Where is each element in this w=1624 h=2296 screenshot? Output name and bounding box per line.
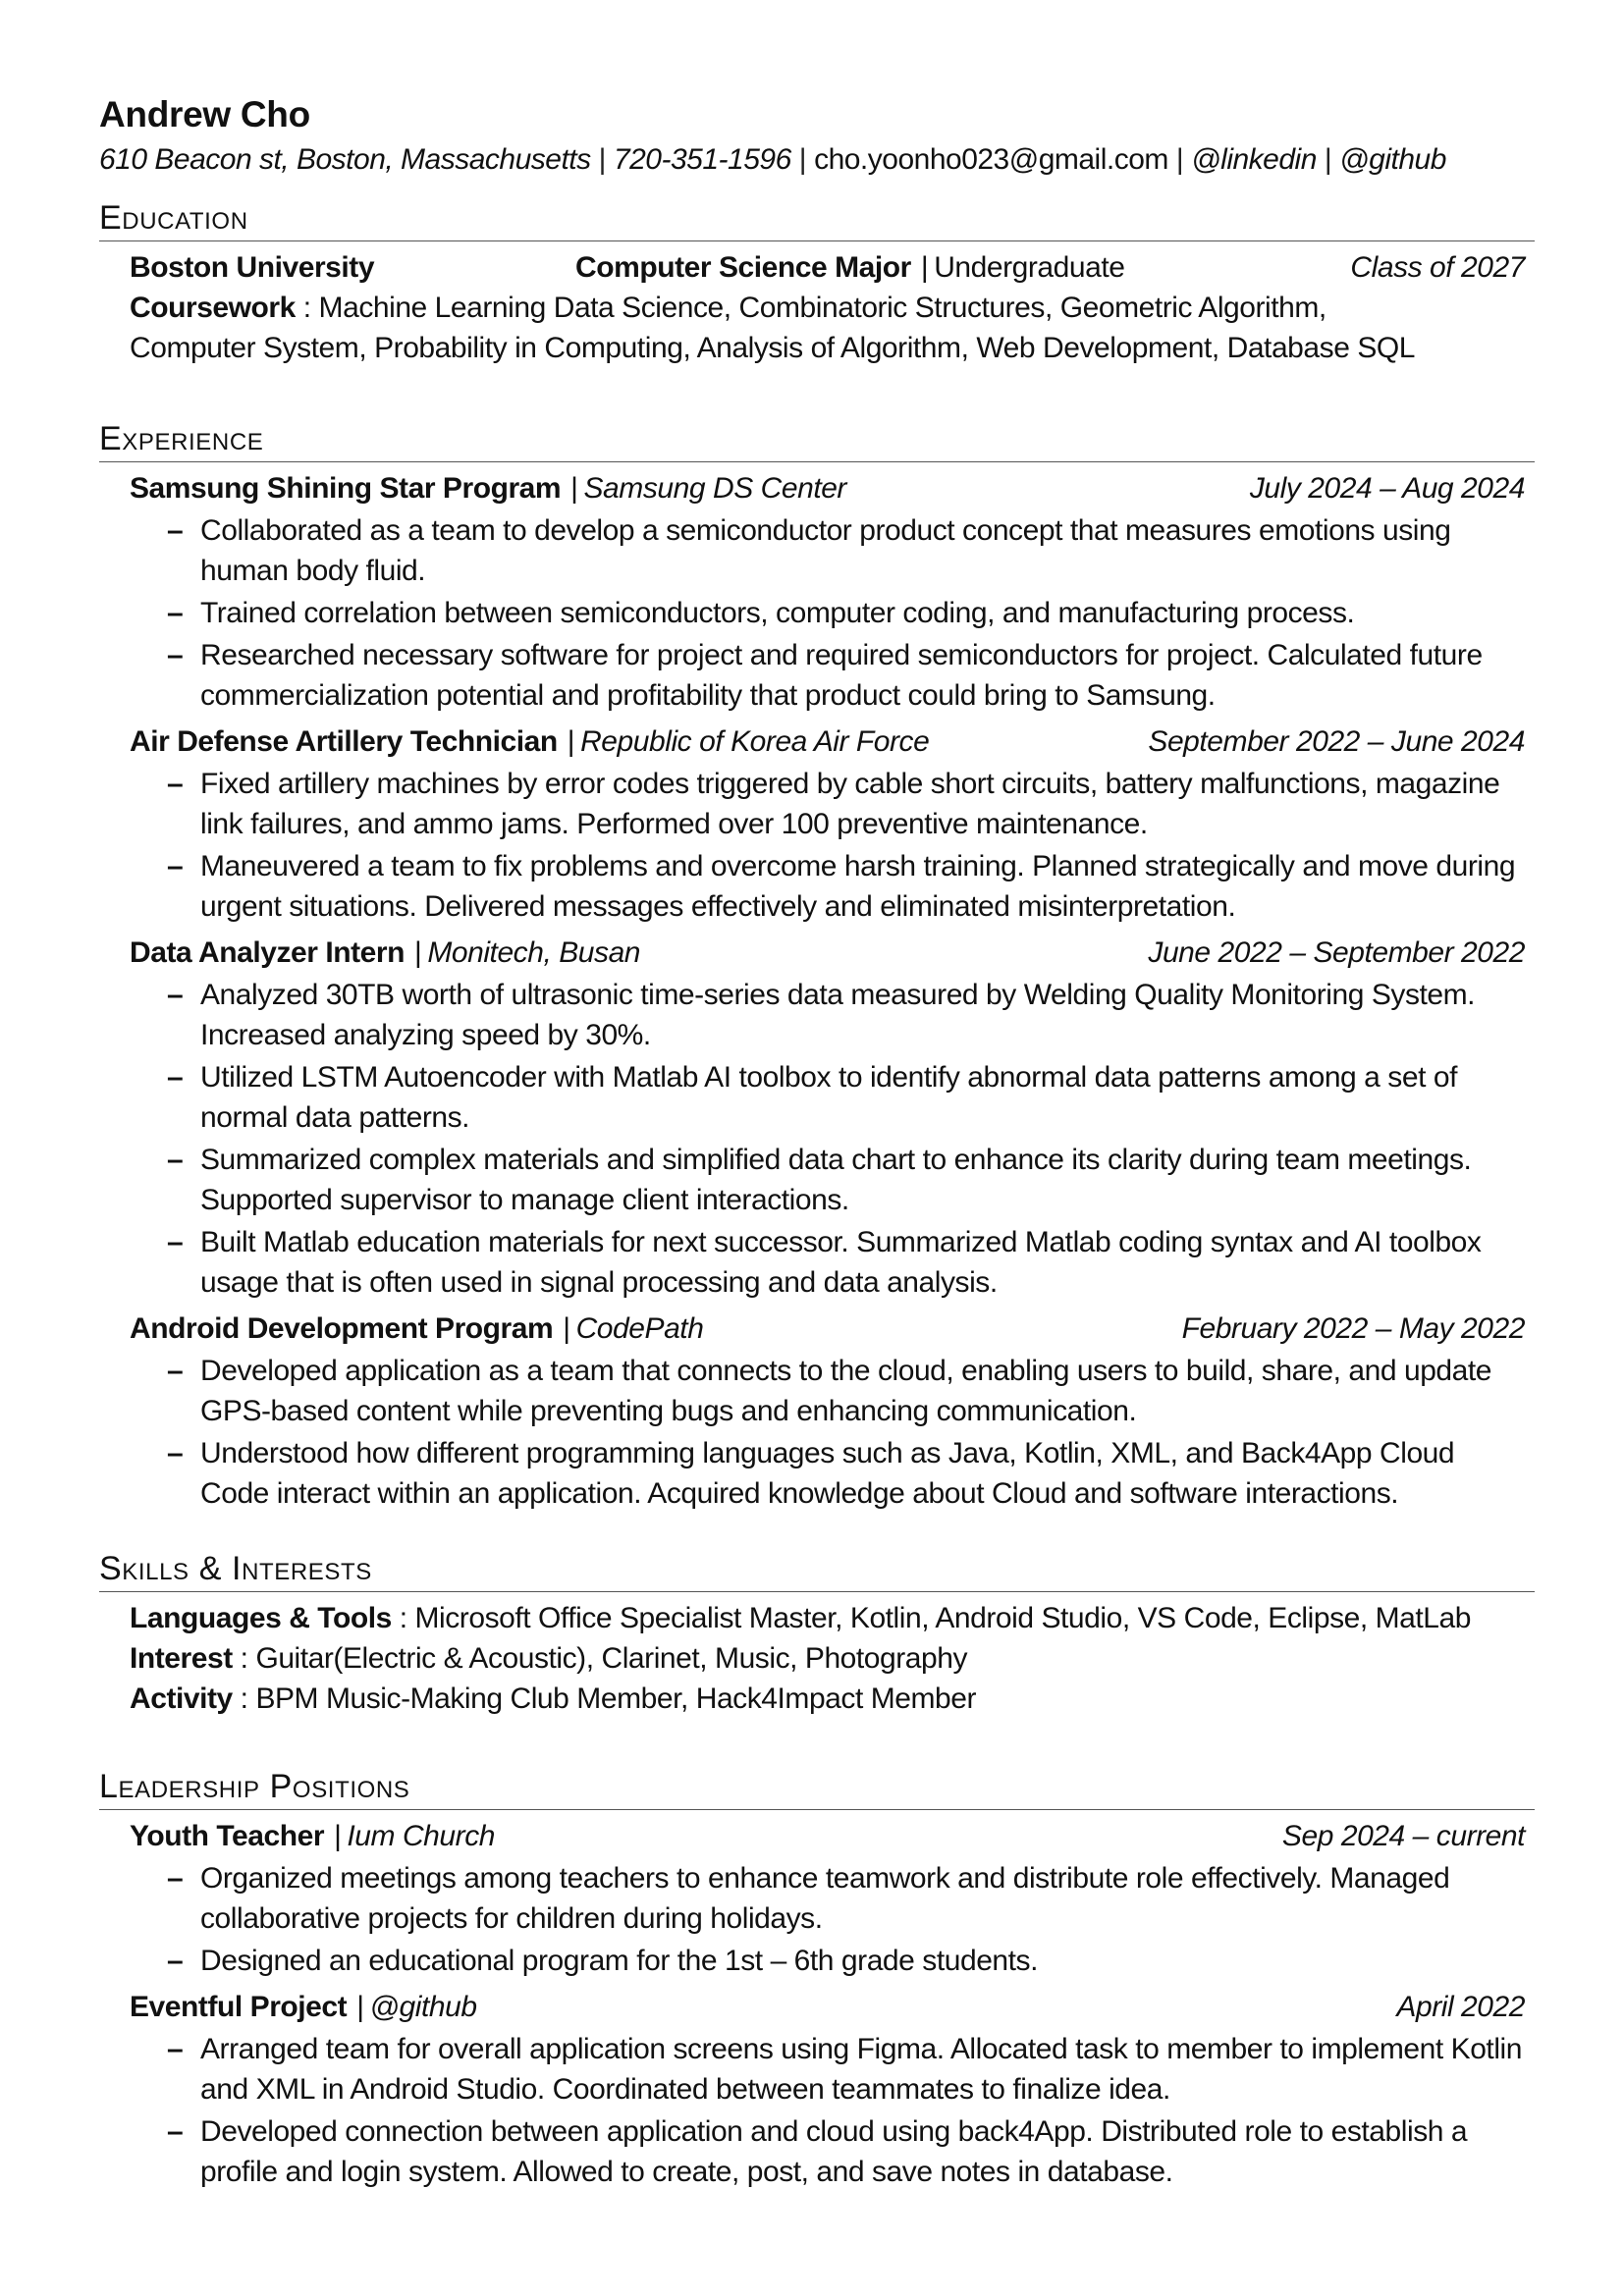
job-role: Android Development Program: [130, 1312, 554, 1345]
address: 610 Beacon st, Boston, Massachusetts: [99, 143, 591, 176]
bullet-item: – Fixed artillery machines by error codes triggered by cable short circuits, battery malfunctions, magazine link failures, and ammo jams. Performed over 100 preventive maintenance.: [167, 768, 1500, 840]
leadership-bullets: [130, 2029, 1525, 2192]
skills-label: Interest: [130, 1642, 233, 1675]
education-section: [99, 197, 1535, 368]
linkedin-link[interactable]: @linkedin: [1191, 143, 1317, 176]
leadership-dates: April 2022: [1396, 1991, 1525, 2023]
coursework-label: Coursework: [130, 292, 296, 324]
education-entry: [130, 247, 1525, 288]
job-role: Air Defense Artillery Technician: [130, 725, 558, 758]
section-title: Leadership Positions: [99, 1766, 1535, 1810]
school-name: Boston University: [130, 251, 375, 284]
separator: |: [1175, 143, 1184, 176]
separator: |: [334, 1820, 342, 1852]
major: Computer Science Major: [575, 251, 911, 284]
job-role: Samsung Shining Star Program: [130, 472, 562, 505]
bullet-item: – Researched necessary software for project and required semiconductors for project. Calculated future commercialization potential and profitability that product could bring to Samsung.: [167, 639, 1483, 712]
job-dates: June 2022 – September 2022: [1148, 936, 1525, 969]
leadership-role: Youth Teacher: [130, 1820, 325, 1852]
leadership-heading: [130, 1987, 1525, 2027]
job-heading: [130, 468, 1525, 508]
job-bullets: [130, 975, 1525, 1303]
skills-value: BPM Music-Making Club Member, Hack4Impact Member: [255, 1682, 977, 1715]
phone: 720-351-1596: [613, 143, 791, 176]
job-org: Monitech, Busan: [427, 936, 641, 969]
coursework-line-2: Computer System, Probability in Computing, Analysis of Algorithm, Web Development, Database SQL: [130, 332, 1415, 364]
job-dates: July 2024 – Aug 2024: [1249, 472, 1525, 505]
bullet-item: – Built Matlab education materials for next successor. Summarized Matlab coding syntax and AI toolbox usage that is often used in signal processing and data analysis.: [167, 1226, 1482, 1299]
job-dates: September 2022 – June 2024: [1148, 725, 1525, 758]
bullet-item: – Summarized complex materials and simplified data chart to enhance its clarity during team meetings. Supported supervisor to manage client interactions.: [167, 1144, 1472, 1216]
skills-section: [99, 1548, 1535, 1719]
github-link[interactable]: @github: [369, 1991, 477, 2023]
coursework-list: Machine Learning Data Science, Combinatoric Structures, Geometric Algorithm,: [318, 292, 1326, 324]
bullet-item: – Collaborated as a team to develop a semiconductor product concept that measures emotions using human body fluid.: [167, 514, 1451, 587]
separator: |: [563, 1312, 570, 1345]
skills-value: Guitar(Electric & Acoustic), Clarinet, Music, Photography: [255, 1642, 968, 1675]
job-bullets: [130, 510, 1525, 716]
separator: |: [1324, 143, 1332, 176]
section-title: Experience: [99, 418, 1535, 462]
email-link[interactable]: cho.yoonho023@gmail.com: [814, 143, 1168, 176]
leadership-section: [99, 1766, 1535, 2198]
graduation-date: Class of 2027: [1350, 251, 1525, 284]
section-title: Skills & Interests: [99, 1548, 1535, 1592]
separator: |: [798, 143, 807, 176]
skills-activity: Activity : BPM Music-Making Club Member, Hack4Impact Member: [130, 1682, 977, 1715]
skills-languages: Languages & Tools : Microsoft Office Specialist Master, Kotlin, Android Studio, VS Code, Eclipse, MatLab: [130, 1602, 1471, 1634]
degree-level: Undergraduate: [934, 251, 1125, 284]
section-title: Education: [99, 197, 1535, 241]
skills-label: Activity: [130, 1682, 233, 1715]
resume-header: [99, 90, 1533, 181]
separator: |: [598, 143, 606, 176]
bullet-item: – Analyzed 30TB worth of ultrasonic time-series data measured by Welding Quality Monitoring System. Increased analyzing speed by 30%.: [167, 979, 1476, 1051]
job-role: Data Analyzer Intern: [130, 936, 405, 969]
job-dates: February 2022 – May 2022: [1181, 1312, 1525, 1345]
separator: |: [356, 1991, 364, 2023]
bullet-item: – Arranged team for overall application screens using Figma. Allocated task to member to implement Kotlin and XML in Android Studio. Coordinated between teammates to finalize idea.: [167, 2033, 1522, 2106]
experience-section: [99, 418, 1535, 1520]
bullet-item: – Understood how different programming languages such as Java, Kotlin, XML, and Back4App Cloud Code interact within an application. Acquired knowledge about Cloud and software interactions.: [167, 1437, 1455, 1510]
coursework-line: Coursework : Machine Learning Data Science, Combinatoric Structures, Geometric Algorithm,: [130, 292, 1326, 324]
separator: |: [413, 936, 422, 969]
job-org: Samsung DS Center: [583, 472, 846, 505]
leadership-role: Eventful Project: [130, 1991, 348, 2023]
skills-label: Languages & Tools: [130, 1602, 392, 1634]
job-org: CodePath: [575, 1312, 704, 1345]
job-org: Republic of Korea Air Force: [580, 725, 930, 758]
skills-interest: Interest : Guitar(Electric & Acoustic), Clarinet, Music, Photography: [130, 1642, 968, 1675]
bullet-item: – Trained correlation between semiconductors, computer coding, and manufacturing process.: [167, 597, 1355, 629]
job-bullets: [130, 764, 1525, 927]
job-heading: [130, 1308, 1525, 1349]
separator: |: [920, 251, 929, 284]
job-bullets: [130, 1351, 1525, 1514]
bullet-item: – Designed an educational program for the 1st – 6th grade students.: [167, 1945, 1038, 1977]
degree: [575, 247, 1125, 288]
bullet-item: – Utilized LSTM Autoencoder with Matlab AI toolbox to identify abnormal data patterns among a set of normal data patterns.: [167, 1061, 1457, 1134]
leadership-org: Ium Church: [347, 1820, 495, 1852]
leadership-heading: [130, 1816, 1525, 1856]
skills-value: Microsoft Office Specialist Master, Kotlin, Android Studio, VS Code, Eclipse, MatLab: [414, 1602, 1471, 1634]
leadership-dates: Sep 2024 – current: [1281, 1820, 1525, 1852]
bullet-item: – Organized meetings among teachers to enhance teamwork and distribute role effectively. Managed collaborative projects for children during holidays.: [167, 1862, 1450, 1935]
bullet-item: – Developed connection between application and cloud using back4App. Distributed role to establish a profile and login system. Allowed to create, post, and save notes in database.: [167, 2115, 1468, 2188]
bullet-item: – Maneuvered a team to fix problems and overcome harsh training. Planned strategically and move during urgent situations. Delivered messages effectively and eliminated misinterpretation.: [167, 850, 1516, 923]
bullet-item: – Developed application as a team that connects to the cloud, enabling users to build, share, and update GPS-based content while preventing bugs and enhancing communication.: [167, 1355, 1492, 1427]
candidate-name: Andrew Cho: [99, 94, 310, 134]
github-link[interactable]: @github: [1339, 143, 1446, 176]
separator: |: [567, 725, 575, 758]
separator: |: [570, 472, 578, 505]
job-heading: [130, 721, 1525, 762]
leadership-bullets: [130, 1858, 1525, 1981]
job-heading: [130, 933, 1525, 973]
contact-line: [99, 139, 1533, 181]
